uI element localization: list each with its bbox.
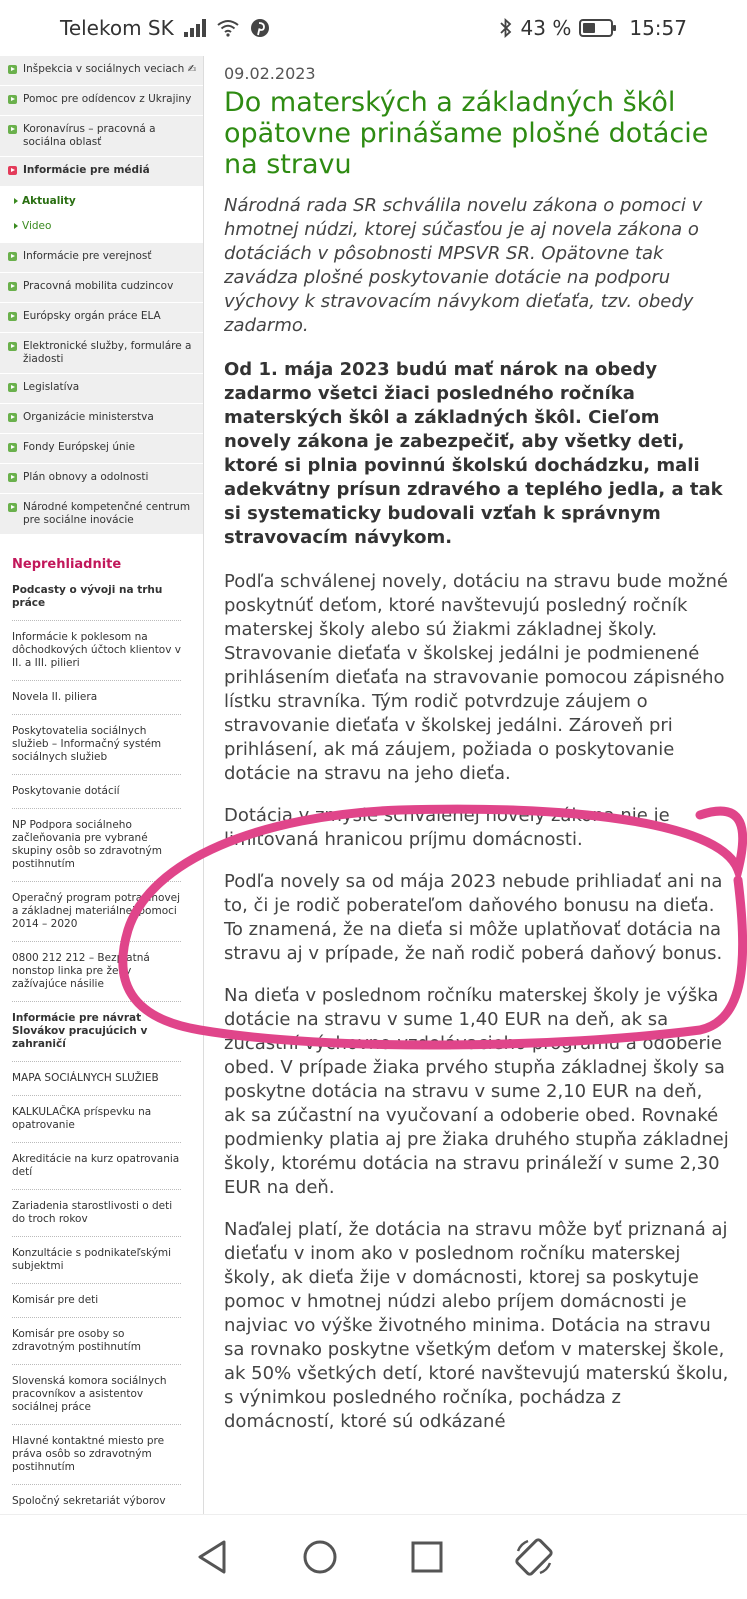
sidebar: [0, 56, 204, 1514]
sidebar-item-plan-obnovy[interactable]: [0, 464, 203, 494]
sidebar-menu: [0, 56, 203, 187]
neprehliadnite-link[interactable]: Akreditácie na kurz opatrovania detí: [12, 1143, 181, 1190]
neprehliadnite-title: Neprehliadnite: [12, 557, 122, 572]
arrow-bullet-icon: [8, 503, 17, 512]
article-title: Do materských a základných škôl opätovne prinášame plošné dotácie na stravu: [224, 87, 709, 180]
bluetooth-icon: [499, 18, 513, 38]
arrow-bullet-icon: [8, 282, 17, 291]
neprehliadnite-link[interactable]: Poskytovatelia sociálnych služieb – Informačný systém sociálnych služieb: [12, 715, 181, 775]
sidebar-item-koronavirus[interactable]: [0, 116, 203, 157]
pinterest-icon: [250, 18, 270, 38]
sidebar-item-inspekcia[interactable]: [0, 56, 203, 86]
article-paragraph: Na dieťa v poslednom ročníku materskej školy je výška dotácie na stravu v sume 1,40 EUR na deň, ak sa zúčastní výchovno-vzdelávacieho programu a odoberie obed. V prípade žiaka prvého stupňa základnej školy sa poskytne dotácia na stravu v sume 2,10 EUR na deň, ak sa zúčastní na vyučovaní a odoberie obed. Rovnaké podmienky platia aj pre žiaka druhého stupňa základnej školy, ktorému dotácia na stravu prináleží v sume 2,30 EUR na deň.: [224, 985, 729, 1198]
sidebar-item-label: Národné kompetenčné centrum pre sociálne inovácie: [23, 501, 191, 526]
sidebar-item-label: Koronavírus – pracovná a sociálna oblasť: [23, 123, 156, 148]
neprehliadnite-link[interactable]: Komisár pre osoby so zdravotným postihnutím: [12, 1318, 181, 1365]
sidebar-item-label: Plán obnovy a odolnosti: [23, 471, 149, 483]
neprehliadnite-link[interactable]: Operačný program potravinovej a základnej materiálnej pomoci 2014 – 2020: [12, 882, 181, 942]
sidebar-item-media[interactable]: [0, 157, 203, 187]
sidebar-item-ukrajina[interactable]: [0, 86, 203, 116]
arrow-bullet-icon: [8, 342, 17, 351]
battery-icon: [579, 19, 613, 37]
arrow-bullet-icon: [8, 166, 17, 175]
sidebar-item-label: Informácie pre médiá: [23, 164, 150, 176]
neprehliadnite-link[interactable]: Slovenská komora sociálnych pracovníkov a asistentov sociálnej práce: [12, 1365, 181, 1425]
sidebar-item-label: Elektronické služby, formuláre a žiadosti: [23, 340, 192, 365]
neprehliadnite-link[interactable]: Podcasty o vývoji na trhu práce: [12, 582, 181, 621]
nav-rotate-button[interactable]: [509, 1532, 559, 1582]
sidebar-item-mobilita[interactable]: [0, 273, 203, 303]
clock: 15:57: [629, 16, 687, 40]
article-lead: Od 1. mája 2023 budú mať nárok na obedy zadarmo všetci žiaci posledného ročníka materských škôl a základných škôl. Cieľom novely zákona je zabezpečiť, aby všetky deti, ktoré si plnia povinnú školskú dochádzku, mali adekvátny prísun zdravého a teplého jedla, a tak si systematicky budovali vzťah k správnym stravovacím návykom.: [224, 359, 723, 548]
status-bar: [0, 0, 747, 56]
arrow-bullet-icon: [8, 413, 17, 422]
nav-home-button[interactable]: [295, 1532, 345, 1582]
sidebar-item-label: Inšpekcia v sociálnych veciach ✍: [23, 63, 197, 75]
neprehliadnite-link[interactable]: Informácie pre návrat Slovákov pracujúcich v zahraničí: [12, 1002, 181, 1062]
carrier-name: Telekom SK: [60, 16, 174, 40]
arrow-bullet-icon: [8, 252, 17, 261]
rotate-icon: [512, 1535, 556, 1579]
neprehliadnite-link[interactable]: 0800 212 212 – Bezplatná nonstop linka pre ženy zažívajúce násilie: [12, 942, 181, 1002]
battery-percent: 43 %: [520, 16, 572, 40]
neprehliadnite-section: [0, 535, 203, 1553]
article: [224, 64, 729, 1482]
article-paragraph: Podľa schválenej novely, dotáciu na stravu bude možné poskytnúť deťom, ktoré navštevujú posledný ročník materskej školy alebo sú žiakmi základnej školy. Stravovanie dieťaťa v školskej jedálni je podmienené prihlásením dieťaťa na stravovanie pomocou zápisného lístku stravníka. Tým rodič potvrdzuje záujem o stravovanie dieťaťa v školskej jedálni. Zároveň pri prihlásení, ak má záujem, požiada o poskytovanie dotácie na stravu na jeho dieťa.: [224, 571, 728, 784]
submenu-item-video[interactable]: Video: [0, 214, 203, 239]
wifi-icon: [216, 19, 240, 37]
neprehliadnite-link[interactable]: Spoločný sekretariát výborov: [12, 1485, 181, 1519]
nav-back-button[interactable]: [188, 1532, 238, 1582]
sidebar-item-label: Organizácie ministerstva: [23, 411, 154, 423]
arrow-bullet-icon: [8, 383, 17, 392]
article-paragraph: Naďalej platí, že dotácia na stravu môže byť priznaná aj dieťaťu v inom ako v poslednom ročníku materskej školy, ak dieťa žije v domácnosti, ktorej sa poskytuje pomoc v hmotnej núdzi alebo príjem domácnosti je najviac vo výške životného minima. Dotácia na stravu sa rovnako poskytne všetkým deťom v materskej škole, ak 50% všetkých detí, ktoré navštevujú materskú školu, s výnimkou posledného ročníka, pochádza z domácností, ktoré sú odkázané: [224, 1219, 729, 1432]
neprehliadnite-link[interactable]: Hlavné kontaktné miesto pre práva osôb so zdravotným postihnutím: [12, 1425, 181, 1485]
sidebar-item-label: Legislatíva: [23, 381, 80, 393]
home-icon: [302, 1539, 338, 1575]
neprehliadnite-link[interactable]: KALKULAČKA príspevku na opatrovanie: [12, 1096, 181, 1143]
nav-recents-button[interactable]: [402, 1532, 452, 1582]
back-icon: [196, 1539, 230, 1575]
arrow-bullet-icon: [8, 473, 17, 482]
sidebar-submenu: [0, 187, 203, 243]
arrow-bullet-icon: [8, 65, 17, 74]
signal-icon: [184, 19, 206, 37]
sidebar-item-organizacie[interactable]: [0, 404, 203, 434]
sidebar-item-label: Pomoc pre odídencov z Ukrajiny: [23, 93, 192, 105]
system-navigation-bar: [0, 1514, 747, 1599]
article-perex: Národná rada SR schválila novelu zákona o pomoci v hmotnej núdzi, ktorej súčasťou je aj novela zákona o dotáciách v pôsobnosti MPSVR SR. Opätovne tak zavádza plošné poskytovanie dotácie na podporu výchovy k stravovacím návykom dieťaťa, tzv. obedy zadarmo.: [224, 195, 703, 336]
sidebar-item-elektronicke-sluzby[interactable]: [0, 333, 203, 374]
arrow-bullet-icon: [8, 312, 17, 321]
sidebar-item-label: Pracovná mobilita cudzincov: [23, 280, 174, 292]
article-date: 09.02.2023: [224, 64, 316, 83]
arrow-bullet-icon: [8, 125, 17, 134]
recents-icon: [410, 1540, 444, 1574]
sidebar-item-kompetencne-centrum[interactable]: [0, 494, 203, 535]
sidebar-item-ela[interactable]: [0, 303, 203, 333]
neprehliadnite-link[interactable]: MAPA SOCIÁLNYCH SLUŽIEB: [12, 1062, 181, 1096]
submenu-item-aktuality[interactable]: Aktuality: [0, 189, 203, 214]
sidebar-item-legislativa[interactable]: [0, 374, 203, 404]
neprehliadnite-link[interactable]: Informácie k poklesom na dôchodkových účtoch klientov v II. a III. pilieri: [12, 621, 181, 681]
neprehliadnite-link[interactable]: Novela II. piliera: [12, 681, 181, 715]
article-paragraph: Dotácia v zmysle schválenej novely zákona nie je limitovaná hranicou príjmu domácnosti.: [224, 805, 670, 850]
battery-level: [583, 23, 594, 33]
arrow-bullet-icon: [8, 443, 17, 452]
sidebar-item-fondy[interactable]: [0, 434, 203, 464]
sidebar-item-label: Fondy Európskej únie: [23, 441, 136, 453]
neprehliadnite-link[interactable]: NP Podpora sociálneho začleňovania pre vybrané skupiny osôb so zdravotným postihnutím: [12, 809, 181, 882]
neprehliadnite-link[interactable]: Komisár pre deti: [12, 1284, 181, 1318]
article-paragraph: Podľa novely sa od mája 2023 nebude prihliadať ani na to, či je rodič poberateľom daňového bonusu na dieťa. To znamená, že na dieťa si môže uplatňovať dotácia na stravu aj v prípade, že naň rodič poberá daňový bonus.: [224, 871, 723, 964]
sidebar-item-label: Informácie pre verejnosť: [23, 250, 152, 262]
neprehliadnite-link[interactable]: Konzultácie s podnikateľskými subjektmi: [12, 1237, 181, 1284]
arrow-bullet-icon: [8, 95, 17, 104]
sidebar-item-label: Európsky orgán práce ELA: [23, 310, 161, 322]
neprehliadnite-link[interactable]: Poskytovanie dotácií: [12, 775, 181, 809]
sidebar-menu-secondary: [0, 243, 203, 535]
neprehliadnite-link[interactable]: Zariadenia starostlivosti o deti do troch rokov: [12, 1190, 181, 1237]
sidebar-item-verejnost[interactable]: [0, 243, 203, 273]
